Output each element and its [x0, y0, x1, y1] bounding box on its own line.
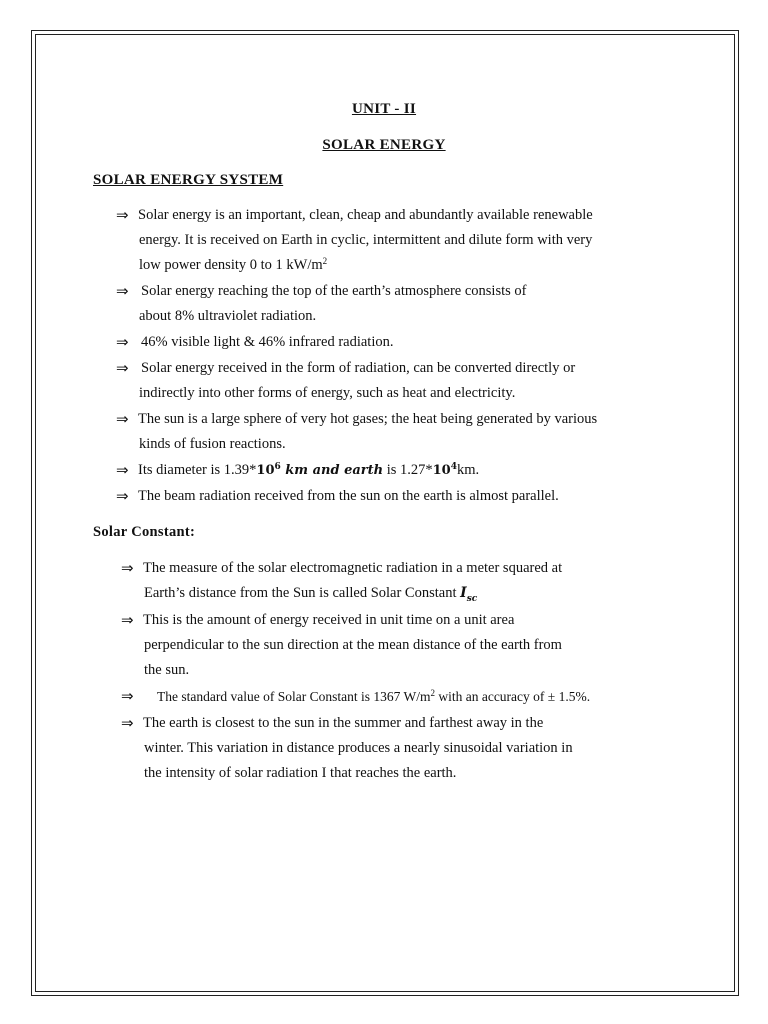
arrow-icon: ⇒	[116, 410, 129, 428]
bullet-item-9: ⇒ This is the amount of energy received in unit time on a unit area perpendicular to the sun direction at the mean distance of the earth from the sun.	[121, 608, 681, 683]
bullet-item-5: ⇒ The sun is a large sphere of very hot gases; the heat being generated by various kinds of fusion reactions.	[116, 407, 678, 457]
arrow-icon: ⇒	[116, 206, 129, 224]
bullet-item-11: ⇒ The earth is closest to the sun in the summer and farthest away in the winter. This variation in distance produces a nearly sinusoidal variation in the intensity of solar radiation I that reaches the earth.	[121, 711, 681, 786]
arrow-icon: ⇒	[121, 559, 134, 577]
arrow-icon: ⇒	[121, 687, 134, 705]
section-heading-solar-constant: Solar Constant:	[93, 524, 196, 540]
arrow-icon: ⇒	[116, 333, 129, 351]
arrow-icon: ⇒	[116, 359, 129, 377]
arrow-icon: ⇒	[121, 714, 134, 732]
bullet-item-1: ⇒ Solar energy is an important, clean, cheap and abundantly available renewable energy. It is received on Earth in cyclic, intermittent and dilute form with very low power density 0 to 1 $kW/m^2$	[116, 203, 678, 278]
bullet-item-3: ⇒ 46% visible light & 46% infrared radiation.	[116, 330, 676, 355]
bullet-item-2: ⇒ Solar energy reaching the top of the earth’s atmosphere consists of about 8% ultraviolet radiation.	[116, 279, 646, 329]
section-heading-solar-energy-system: SOLAR ENERGY SYSTEM	[93, 172, 284, 188]
bullet-item-4: ⇒ Solar energy received in the form of radiation, can be converted directly or indirectly into other forms of energy, such as heat and electricity.	[116, 356, 678, 406]
bullet-item-6: ⇒ Its diameter is $1.39*10^6$ km and earth is $1.27*10^4km$.	[116, 458, 676, 483]
bullet-item-10: ⇒ The standard value of Solar Constant is 1367 $W/m^2$ with an accuracy of ± 1.5%.	[121, 684, 681, 709]
arrow-icon: ⇒	[116, 461, 129, 479]
arrow-icon: ⇒	[116, 487, 129, 505]
main-title: SOLAR ENERGY	[322, 137, 446, 153]
bullet-item-7: ⇒ The beam radiation received from the sun on the earth is almost parallel.	[116, 484, 676, 509]
arrow-icon: ⇒	[116, 282, 129, 300]
arrow-icon: ⇒	[121, 611, 134, 629]
bullet-item-8: ⇒ The measure of the solar electromagnetic radiation in a meter squared at Earth’s distance from the Sun is called Solar Constant $I_{sc}$	[121, 556, 681, 606]
unit-title: UNIT - II	[351, 101, 417, 117]
